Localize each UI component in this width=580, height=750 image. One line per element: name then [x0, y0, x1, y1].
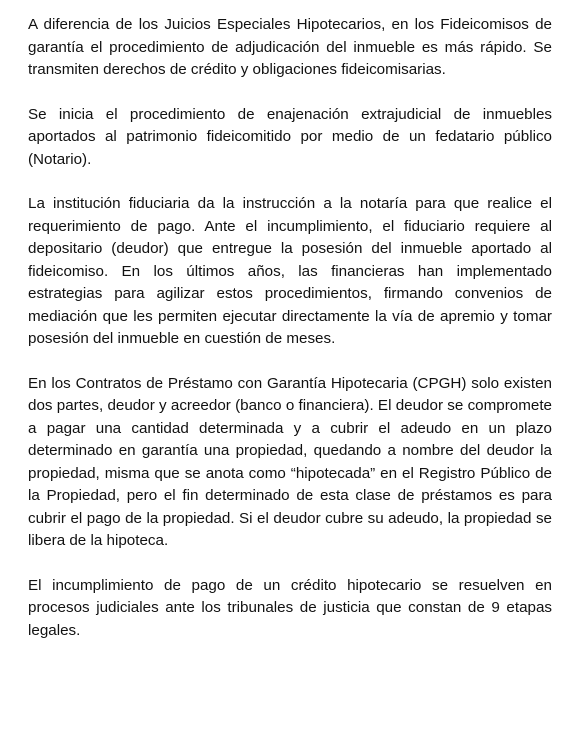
paragraph-fideicomisos: A diferencia de los Juicios Especiales Hipotecarios, en los Fideicomisos de garantía el procedimiento de adjudicación del inmueble es más rápido. Se transmiten derechos de crédito y obligaciones fideicomisarias.	[28, 16, 552, 78]
document-page	[28, 14, 552, 664]
paragraph-incumplimiento: El incumplimiento de pago de un crédito hipotecario se resuelven en procesos judiciales ante los tribunales de justicia que constan de 9 etapas legales.	[28, 576, 552, 639]
paragraph-institucion-fiduciaria: La institución fiduciaria da la instrucción a la notaría para que realice el requerimiento de pago. Ante el incumplimiento, el fiduciario requiere al depositario (deudor) que entregue la posesión del inmueble aportado al fideicomiso. En los últimos años, las financieras han implementado estrategias para agilizar estos procedimientos, firmando convenios de mediación que les permiten ejecutar directamente la vía de apremio y tomar posesión del inmueble en cuestión de meses.	[28, 195, 552, 347]
paragraph-enajenacion: Se inicia el procedimiento de enajenación extrajudicial de inmuebles aportados al patrimonio fideicomitido por medio de un fedatario público (Notario).	[28, 105, 552, 168]
paragraph-cpgh: En los Contratos de Préstamo con Garantía Hipotecaria (CPGH) solo existen dos partes, deudor y acreedor (banco o financiera). El deudor se compromete a pagar una cantidad determinada y a cubrir el adeudo en un plazo determinado en garantía una propiedad, quedando a nombre del deudor la propiedad, misma que se anota como “hipotecada” en el Registro Público de la Propiedad, pero el fin determinado de esta clase de préstamos es para cubrir el pago de la propiedad. Si el deudor cubre su adeudo, la propiedad se libera de la hipoteca.	[28, 374, 552, 549]
